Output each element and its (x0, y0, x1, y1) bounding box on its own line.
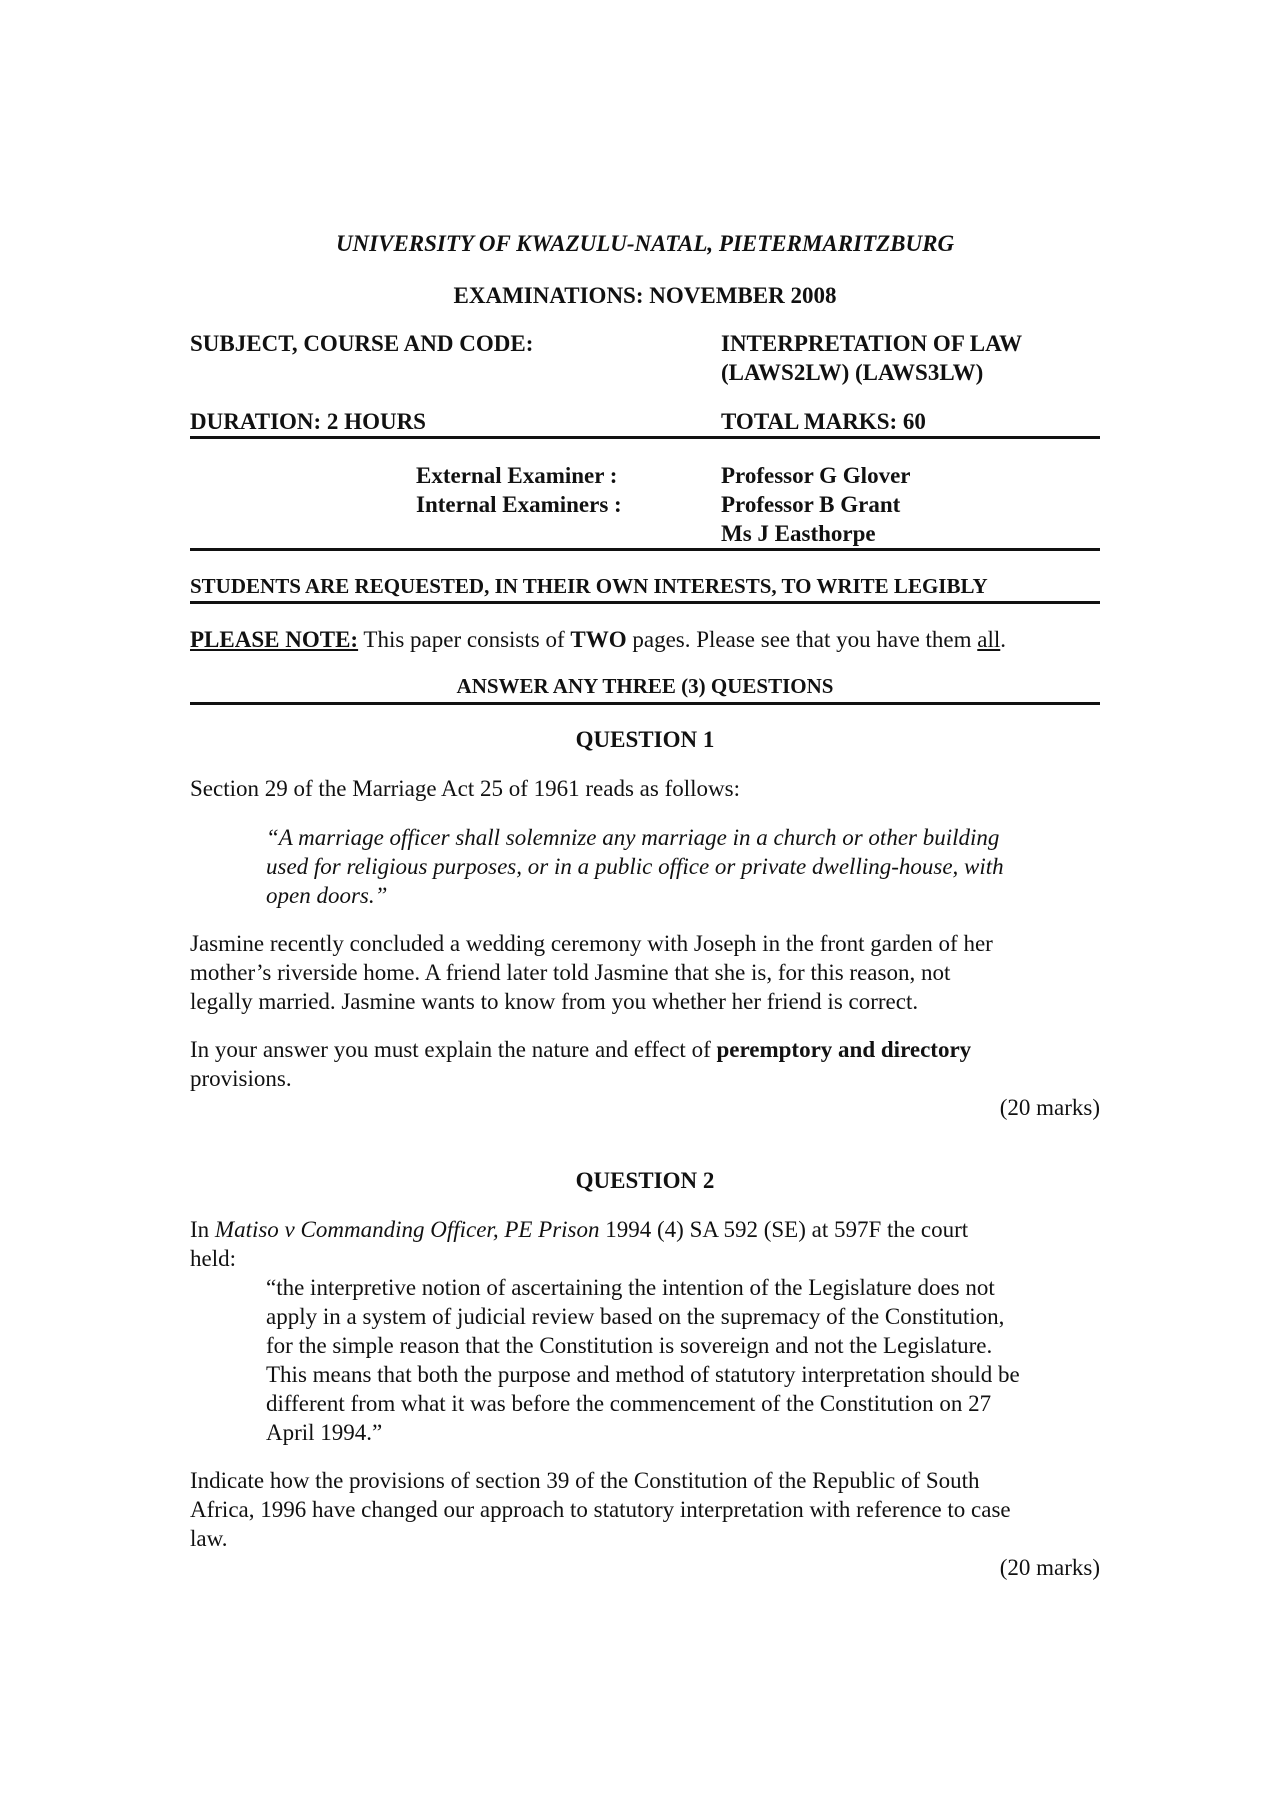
answer-instruction: ANSWER ANY THREE (3) QUESTIONS (456, 674, 834, 698)
question-1-intro: Section 29 of the Marriage Act 25 of 1961 reads as follows: (190, 776, 740, 801)
please-note-two: TWO (570, 627, 627, 652)
internal-examiner-name-2: Ms J Easthorpe (721, 521, 876, 546)
question-2-quote-line5: different from what it was before the commencement of the Constitution on 27 (266, 1391, 992, 1416)
question-2-intro-line2: held: (190, 1246, 236, 1271)
question-2-quote-line1: “the interpretive notion of ascertaining the intention of the Legislature does not (266, 1275, 995, 1300)
question-2-quote-line2: apply in a system of judicial review based on the supremacy of the Constitution, (266, 1304, 1005, 1329)
question-1-facts-line3: legally married. Jasmine wants to know from you whether her friend is correct. (190, 989, 919, 1014)
question-1-marks: (20 marks) (999, 1095, 1100, 1120)
question-1-task-line2: provisions. (190, 1066, 292, 1091)
university-title: UNIVERSITY OF KWAZULU-NATAL, PIETERMARITZBURG (335, 231, 955, 256)
question-1-quote-line1: “A marriage officer shall solemnize any marriage in a church or other building (266, 825, 1000, 850)
question-1-title: QUESTION 1 (575, 727, 715, 752)
question-2-task-line3: law. (190, 1526, 228, 1551)
header-rule (190, 436, 1100, 439)
total-marks: TOTAL MARKS: 60 (721, 409, 926, 434)
external-examiner-label: External Examiner : (416, 463, 618, 488)
question-1-quote-line3: open doors.” (266, 883, 388, 908)
question-2-intro-line1 (190, 1215, 1100, 1244)
question-2-quote-line3: for the simple reason that the Constitution is sovereign and not the Legislature. (266, 1333, 993, 1358)
subject-label: SUBJECT, COURSE AND CODE: (190, 331, 534, 356)
question-1-facts-line1: Jasmine recently concluded a wedding ceremony with Joseph in the front garden of her (190, 931, 993, 956)
subject-value-line2: (LAWS2LW) (LAWS3LW) (721, 360, 984, 385)
question-1-quote-line2: used for religious purposes, or in a public office or private dwelling-house, with (266, 854, 1004, 879)
please-note-line (190, 625, 1100, 654)
question-2-task-line1: Indicate how the provisions of section 39 of the Constitution of the Republic of South (190, 1468, 980, 1493)
question-1-task-line1 (190, 1035, 1100, 1064)
question-2-title: QUESTION 2 (575, 1168, 715, 1193)
question-1-task-pre: In your answer you must explain the nature and effect of (190, 1037, 717, 1062)
question-2-marks: (20 marks) (999, 1555, 1100, 1580)
write-legibly-notice: STUDENTS ARE REQUESTED, IN THEIR OWN INTERESTS, TO WRITE LEGIBLY (190, 574, 988, 598)
instruction-rule (190, 702, 1100, 705)
legibly-rule (190, 601, 1100, 604)
examiners-rule (190, 548, 1100, 551)
question-2-intro-post: 1994 (4) SA 592 (SE) at 597F the court (599, 1217, 969, 1242)
duration: DURATION: 2 HOURS (190, 409, 426, 434)
question-2-quote-line6: April 1994.” (266, 1420, 383, 1445)
question-1-task-bold: peremptory and directory (716, 1037, 972, 1062)
exam-page (190, 0, 1100, 1811)
question-2-intro-pre: In (190, 1217, 215, 1242)
please-note-text-2: pages. Please see that you have them (626, 627, 978, 652)
please-note-end: . (1000, 627, 1007, 652)
internal-examiners-label: Internal Examiners : (416, 492, 622, 517)
subject-value-line1: INTERPRETATION OF LAW (721, 331, 1023, 356)
please-note-label: PLEASE NOTE: (190, 627, 359, 652)
question-2-quote-line4: This means that both the purpose and method of statutory interpretation should be (266, 1362, 1020, 1387)
external-examiner-name: Professor G Glover (721, 463, 911, 488)
please-note-text-1: This paper consists of (358, 627, 571, 652)
question-2-case-name: Matiso v Commanding Officer, PE Prison (214, 1217, 600, 1242)
examinations-heading: EXAMINATIONS: NOVEMBER 2008 (453, 283, 837, 308)
question-1-facts-line2: mother’s riverside home. A friend later told Jasmine that she is, for this reason, not (190, 960, 951, 985)
question-2-task-line2: Africa, 1996 have changed our approach to statutory interpretation with reference to case (190, 1497, 1011, 1522)
internal-examiner-name-1: Professor B Grant (721, 492, 901, 517)
please-note-all: all (977, 627, 1001, 652)
